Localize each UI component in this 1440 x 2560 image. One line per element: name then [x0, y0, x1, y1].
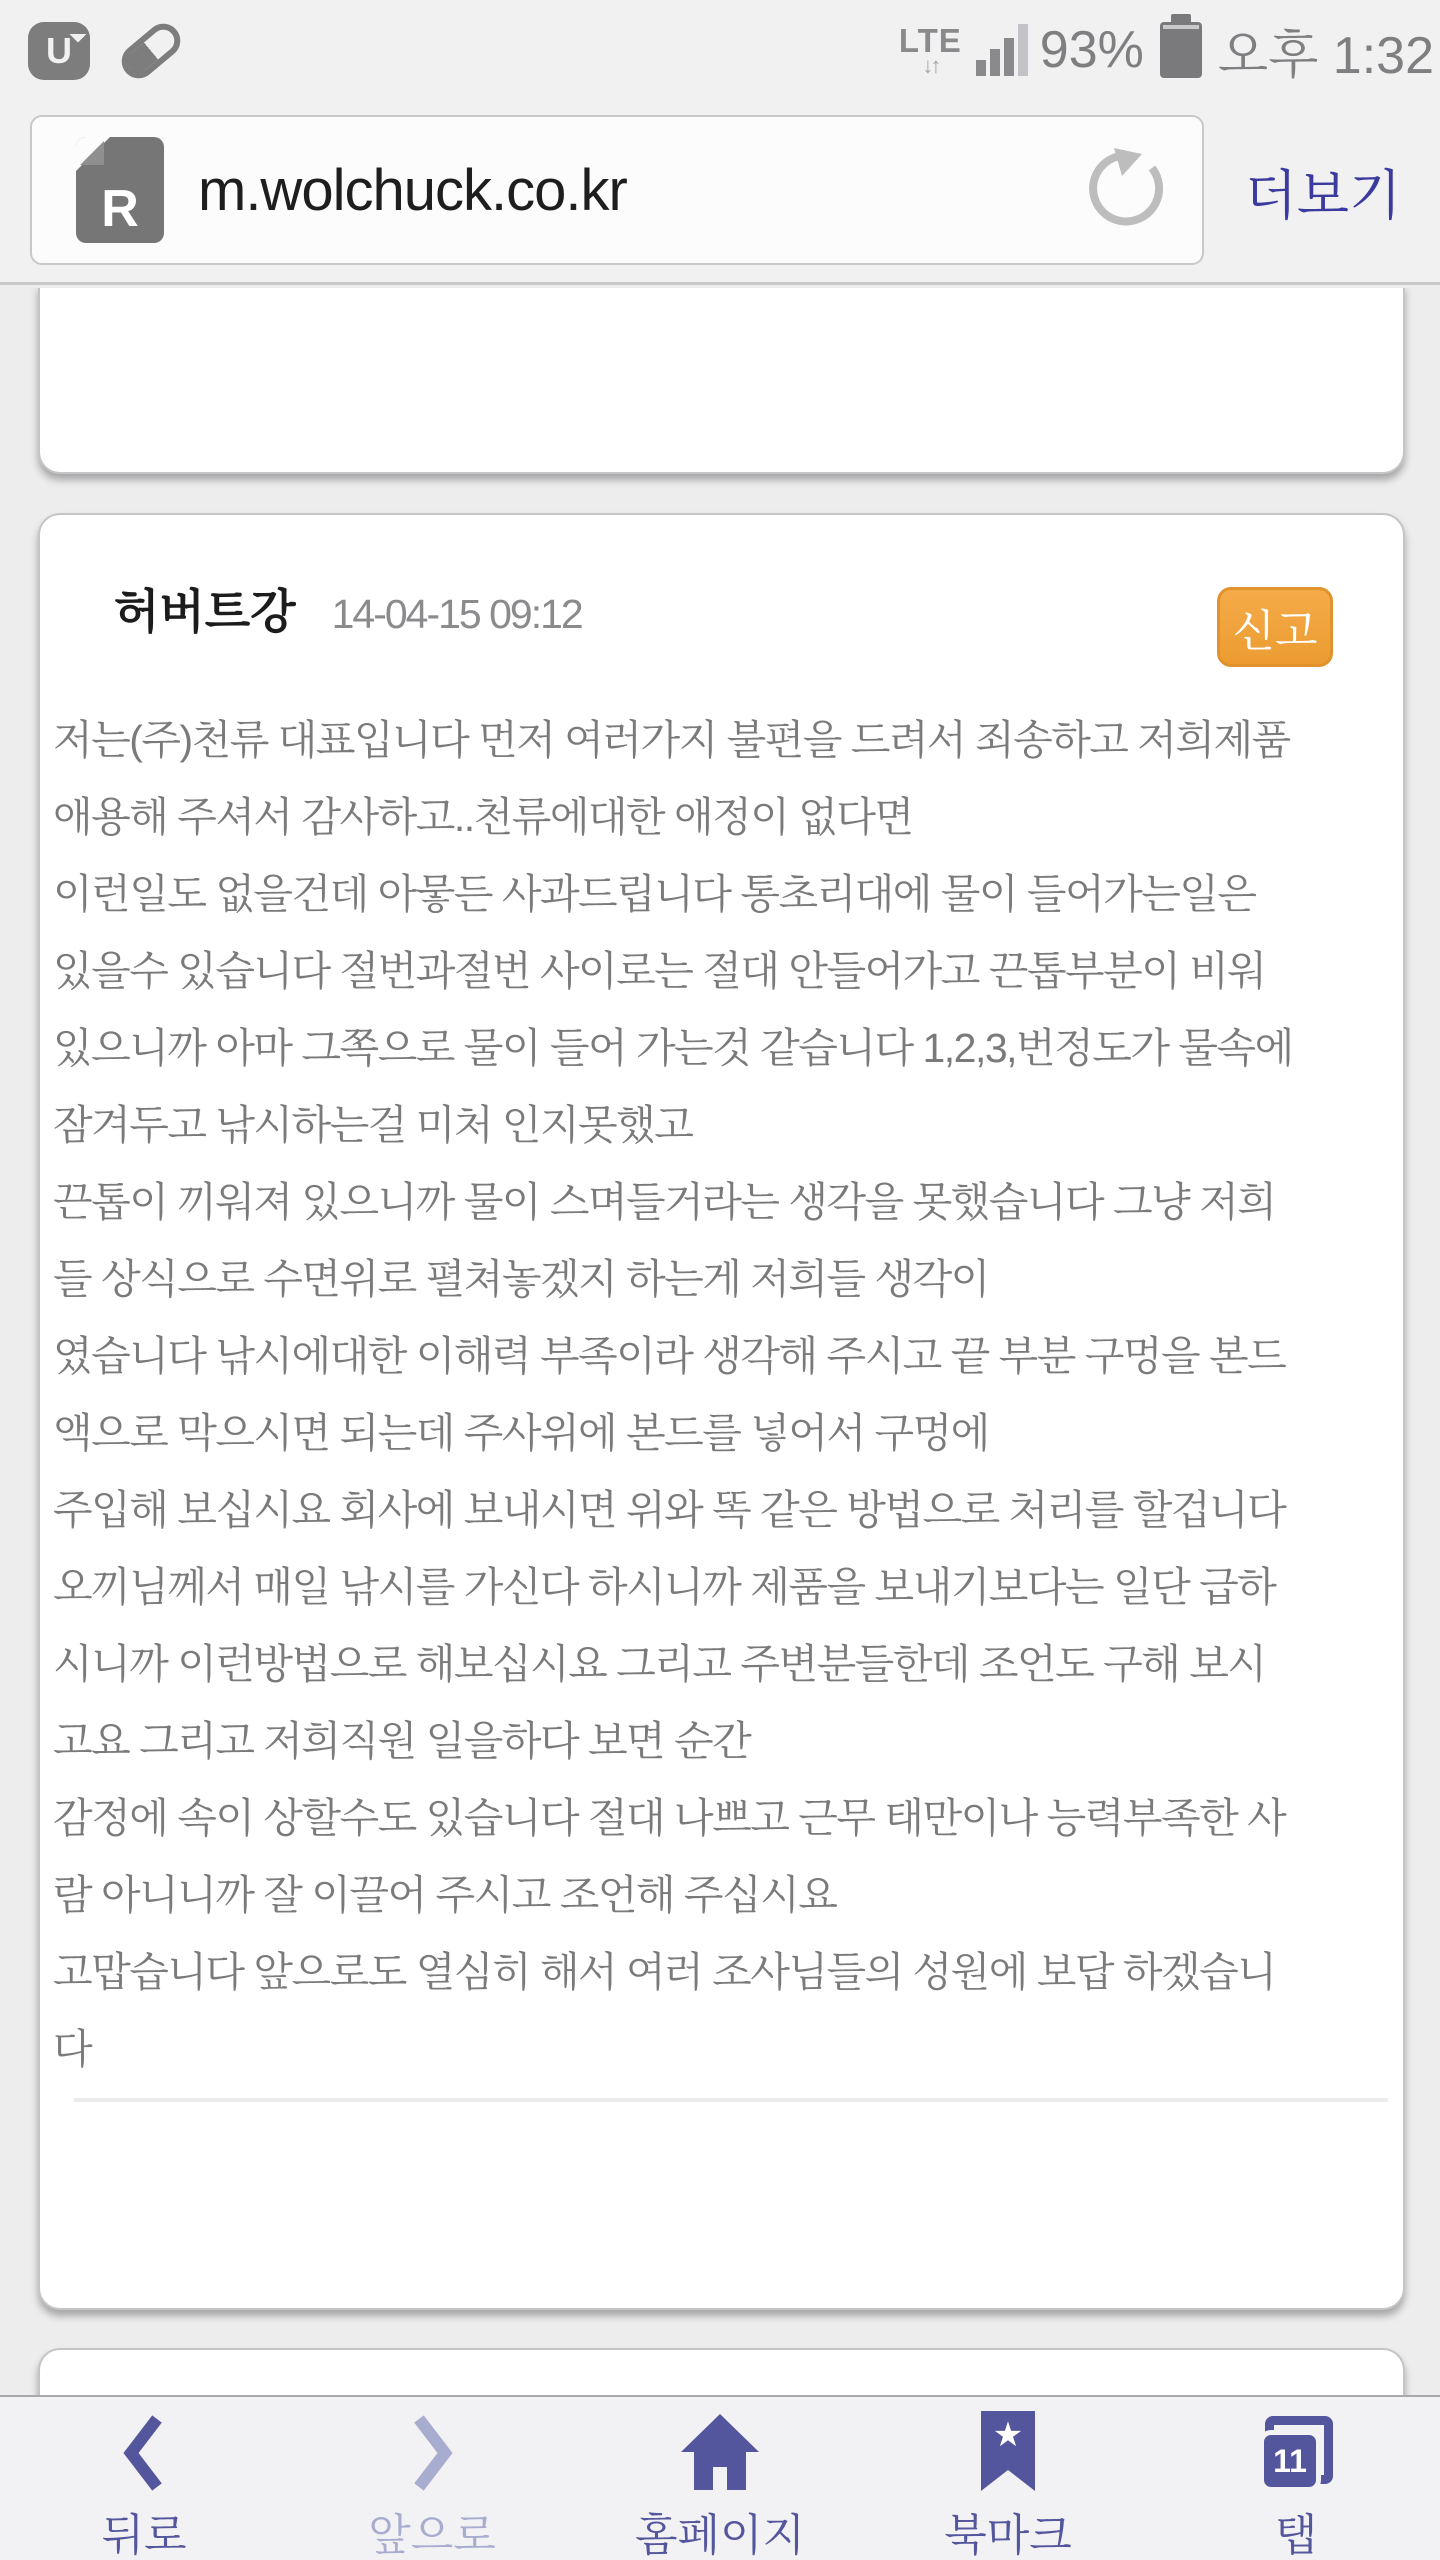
post-body-line: 들 상식으로 수면위로 펼쳐놓겠지 하는게 저희들 생각이 — [53, 1256, 989, 1302]
report-button[interactable] — [1217, 587, 1333, 667]
site-favicon-letter: R — [101, 180, 139, 238]
bookmark-label: 북마크 — [944, 2511, 1072, 2560]
signal-strength-icon — [976, 24, 1028, 76]
post-body-line: 이런일도 없을건데 아뭏든 사과드립니다 통초리대에 물이 들어가는일은 — [53, 871, 1256, 917]
status-bar — [0, 0, 1440, 100]
back-chevron-icon — [121, 2409, 167, 2497]
next-post-card — [38, 2348, 1405, 2395]
post-body-line: 고요 그리고 저희직원 일을하다 보면 순간 — [53, 1718, 751, 1764]
more-button[interactable] — [1206, 100, 1440, 282]
battery-icon — [1160, 22, 1202, 78]
bookmark-star-icon: ★ — [992, 2415, 1024, 2454]
back-button[interactable] — [0, 2397, 288, 2560]
post-card — [38, 513, 1405, 2310]
notification-icons — [28, 22, 184, 80]
site-favicon — [76, 137, 164, 243]
carrier-icon-arrow — [70, 26, 87, 43]
carrier-icon-letter: U — [46, 30, 72, 71]
refresh-icon[interactable] — [1084, 146, 1168, 235]
post-author: 허버트강 — [114, 585, 296, 638]
carrier-notification-icon — [28, 22, 90, 80]
post-body-line: 주입해 보십시요 회사에 보내시면 위와 똑 같은 방법으로 처리를 할겁니다 — [53, 1487, 1286, 1533]
url-text[interactable]: m.wolchuck.co.kr — [198, 157, 627, 223]
tabs-button[interactable] — [1152, 2397, 1440, 2560]
post-body-line: 애용해 주셔서 감사하고..천류에대한 애정이 없다면 — [53, 794, 913, 840]
browser-chrome — [0, 100, 1440, 285]
home-icon — [677, 2409, 763, 2497]
forward-label: 앞으로 — [368, 2511, 496, 2560]
post-body-line: 오끼님께서 매일 낚시를 가신다 하시니까 제품을 보내기보다는 일단 급하 — [53, 1564, 1276, 1610]
report-button-label: 신고 — [1232, 607, 1318, 656]
post-body — [53, 702, 1393, 2088]
post-body-line: 람 아니니까 잘 이끌어 주시고 조언해 주십시요 — [53, 1872, 837, 1918]
battery-percent: 93% — [1039, 21, 1144, 79]
network-type-icon — [898, 21, 962, 78]
browser-bottom-nav — [0, 2395, 1440, 2560]
status-time: 오후 1:32 — [1217, 26, 1434, 85]
pill-notification-icon — [115, 17, 187, 85]
forward-chevron-icon — [409, 2409, 455, 2497]
post-divider — [74, 2098, 1388, 2102]
post-body-line: 저는(주)천류 대표입니다 먼저 여러가지 불편을 드려서 죄송하고 저희제품 — [53, 717, 1290, 763]
post-body-line: 였습니다 낚시에대한 이해력 부족이라 생각해 주시고 끝 부분 구멍을 본드 — [53, 1333, 1286, 1379]
tab-count-badge: 11 — [1273, 2442, 1307, 2479]
bookmark-icon — [979, 2409, 1037, 2497]
network-activity-arrows-icon: ↓↑ — [922, 52, 939, 78]
more-button-label: 더보기 — [1244, 165, 1402, 226]
post-timestamp: 14-04-15 09:12 — [331, 591, 582, 637]
homepage-label: 홈페이지 — [634, 2511, 805, 2560]
url-bar[interactable] — [30, 115, 1204, 265]
previous-post-card — [38, 288, 1405, 474]
post-body-line: 시니까 이런방법으로 해보십시요 그리고 주변분들한데 조언도 구해 보시 — [53, 1641, 1266, 1687]
post-body-line: 고맙습니다 앞으로도 열심히 해서 여러 조사님들의 성원에 보답 하겠습니 — [53, 1949, 1276, 1995]
tabs-label: 탭 — [1274, 2511, 1318, 2560]
tabs-icon — [1261, 2418, 1331, 2488]
network-type-label: LTE — [898, 21, 962, 59]
forward-button[interactable] — [288, 2397, 576, 2560]
page-content — [0, 288, 1440, 2395]
post-header — [40, 515, 1403, 642]
status-indicators — [899, 0, 1434, 100]
post-body-line: 감정에 속이 상할수도 있습니다 절대 나쁘고 근무 태만이나 능력부족한 사 — [53, 1795, 1286, 1841]
post-body-line: 있으니까 아마 그쪽으로 물이 들어 가는것 같습니다 1,2,3,번정도가 물속에 — [53, 1025, 1293, 1071]
back-label: 뒤로 — [101, 2511, 187, 2560]
post-body-line: 있을수 있습니다 절번과절번 사이로는 절대 안들어가고 끈톱부분이 비워 — [53, 948, 1266, 994]
post-body-line: 다 — [53, 2026, 92, 2072]
homepage-button[interactable] — [576, 2397, 864, 2560]
post-body-line: 액으로 막으시면 되는데 주사위에 본드를 넣어서 구멍에 — [53, 1410, 989, 1456]
post-body-line: 끈톱이 끼워져 있으니까 물이 스며들거라는 생각을 못했습니다 그냥 저희 — [53, 1179, 1276, 1225]
bookmark-button[interactable] — [864, 2397, 1152, 2560]
post-body-line: 잠겨두고 낚시하는걸 미처 인지못했고 — [53, 1102, 693, 1148]
